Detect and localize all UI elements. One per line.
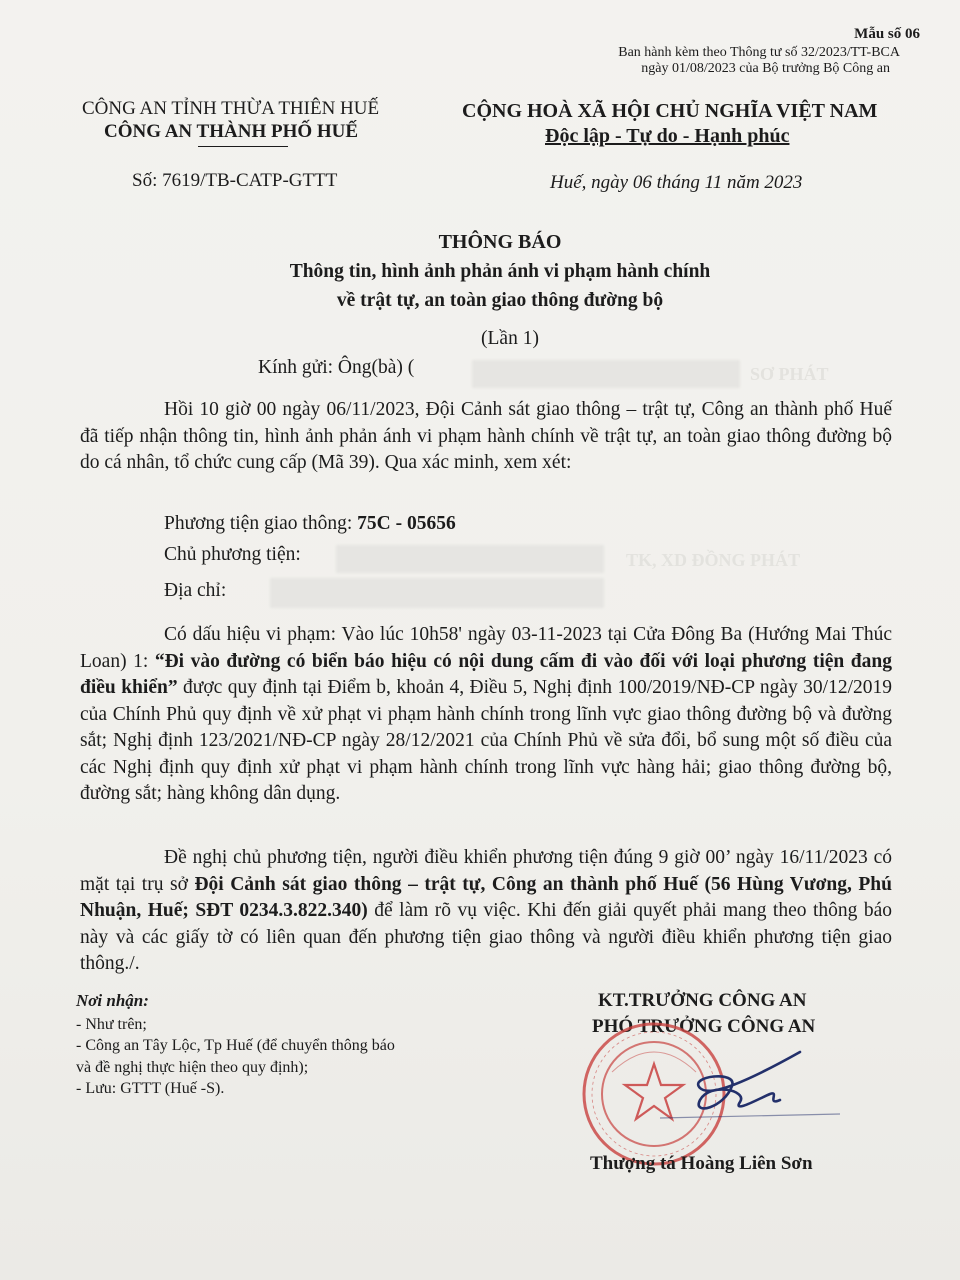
recipients-heading: Nơi nhận: bbox=[76, 991, 149, 1010]
recipient-item-3: - Lưu: GTTT (Huế -S). bbox=[76, 1080, 225, 1097]
redacted-owner bbox=[336, 545, 604, 573]
vehicle-label: Phương tiện giao thông: bbox=[164, 513, 358, 534]
address-label: Địa chỉ: bbox=[164, 580, 227, 601]
vehicle-plate: 75C - 05656 bbox=[357, 513, 456, 534]
signature-title-1: KT.TRƯỞNG CÔNG AN bbox=[598, 990, 807, 1011]
redacted-address bbox=[270, 578, 604, 608]
recipients-block bbox=[76, 990, 516, 1100]
violation-prefix: Có dấu hiệu vi phạm: Vào lúc 10h58' ngày 03-11-2023 tại Cửa Đông Ba (Hướng Mai Thúc Loan) 1: bbox=[80, 624, 892, 672]
agency-name: CÔNG AN THÀNH PHỐ HUẾ bbox=[104, 121, 359, 142]
recipient-item-2: - Công an Tây Lộc, Tp Huế (để chuyển thông báo bbox=[76, 1037, 395, 1054]
vehicle-line bbox=[164, 511, 456, 538]
handwritten-signature bbox=[640, 1040, 860, 1150]
agency-parent: CÔNG AN TỈNH THỪA THIÊN HUẾ bbox=[82, 98, 380, 119]
document-number: Số: 7619/TB-CATP-GTTT bbox=[132, 170, 338, 191]
owner-label: Chủ phương tiện: bbox=[164, 544, 301, 565]
notice-subtitle-2: về trật tự, an toàn giao thông đường bộ bbox=[336, 290, 664, 311]
form-issued-line-1: Ban hành kèm theo Thông tư số 32/2023/TT-BCA bbox=[618, 45, 900, 60]
nation-motto: Độc lập - Tự do - Hạnh phúc bbox=[545, 125, 790, 147]
owner-line bbox=[164, 542, 301, 569]
intro-paragraph bbox=[80, 397, 892, 477]
agency-underline bbox=[198, 146, 288, 147]
recipient-ghost-text: SƠ PHÁT bbox=[750, 364, 829, 384]
redacted-recipient bbox=[472, 360, 740, 388]
signature-title-2: PHÓ TRƯỞNG CÔNG AN bbox=[592, 1016, 816, 1037]
violation-quote: “Đi vào đường có biển báo hiệu có nội dung cấm đi vào đối với loại phương tiện đang điều khiển” bbox=[80, 650, 892, 698]
form-number: Mẫu số 06 bbox=[854, 26, 920, 42]
form-issued-line-2: ngày 01/08/2023 của Bộ trưởng Bộ Công an bbox=[641, 61, 890, 76]
request-rest: để làm rõ vụ việc. Khi đến giải quyết phải mang theo thông báo này và các giấy tờ có liên quan đến phương tiện giao thông và người điều khiển phương tiện giao thông./. bbox=[80, 900, 892, 974]
recipient-label: Kính gửi: Ông(bà) ( bbox=[258, 357, 415, 378]
address-line bbox=[164, 578, 226, 605]
recipient-item-2b: và đề nghị thực hiện theo quy định); bbox=[76, 1058, 309, 1076]
place-date: Huế, ngày 06 tháng 11 năm 2023 bbox=[550, 172, 803, 193]
notice-round: (Lần 1) bbox=[481, 328, 539, 349]
notice-title: THÔNG BÁO bbox=[438, 231, 562, 253]
owner-ghost-text: TK, XD ĐỒNG PHÁT bbox=[626, 550, 801, 570]
intro-text: Hồi 10 giờ 00 ngày 06/11/2023, Đội Cảnh sát giao thông – trật tự, Công an thành phố Huế đã tiếp nhận thông tin, hình ảnh phản ánh vi phạm hành chính về trật tự, an toàn giao thông đường bộ do cá nhân, tổ chức cung cấp (Mã 39). Qua xác minh, xem xét: bbox=[80, 399, 892, 473]
request-paragraph bbox=[80, 845, 892, 978]
signer-name: Thượng tá Hoàng Liên Sơn bbox=[590, 1153, 813, 1174]
violation-paragraph bbox=[80, 622, 892, 808]
request-address: Đội Cảnh sát giao thông – trật tự, Công an thành phố Huế (56 Hùng Vương, Phú Nhuận, Huế; SĐT 0234.3.822.340) bbox=[80, 873, 892, 921]
request-prefix: Đề nghị chủ phương tiện, người điều khiển phương tiện đúng 9 giờ 00’ ngày 16/11/2023 có mặt tại trụ sở bbox=[80, 847, 892, 895]
recipient-item-1: - Như trên; bbox=[76, 1015, 147, 1033]
violation-legal-basis: được quy định tại Điểm b, khoản 4, Điều 5, Nghị định 100/2019/NĐ-CP ngày 30/12/2019 của Chính Phủ quy định về xử phạt vi phạm hành chính trong lĩnh vực giao thông đường bộ và đường sắt; Nghị định 123/2021/NĐ-CP ngày 28/12/2021 của Chính Phủ về sửa đổi, bổ sung một số điều của các Nghị định quy định xử phạt vi phạm hành chính trong lĩnh vực hàng hải; giao thông đường bộ, đường sắt; hàng không dân dụng. bbox=[80, 677, 893, 804]
nation-title: CỘNG HOÀ XÃ HỘI CHỦ NGHĨA VIỆT NAM bbox=[462, 100, 878, 122]
notice-subtitle-1: Thông tin, hình ảnh phản ánh vi phạm hành chính bbox=[289, 261, 711, 282]
